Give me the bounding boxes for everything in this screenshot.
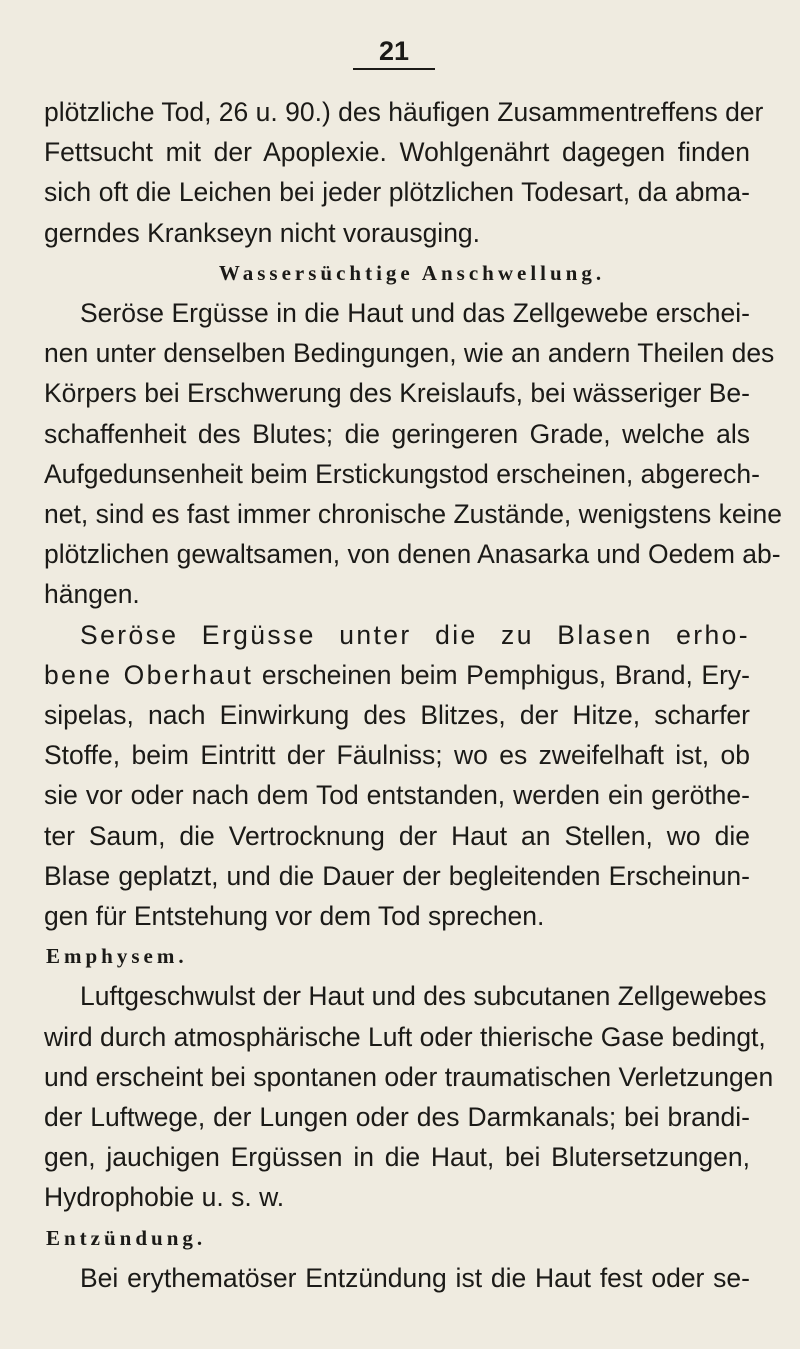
- page-body: [44, 92, 782, 1298]
- text-line: Aufgedunsenheit beim Erstickungstod erscheinen, abgerech-: [44, 458, 760, 489]
- page-number: [84, 36, 704, 70]
- text-line: Körpers bei Erschwerung des Kreislaufs, bei wässeriger Be-: [44, 378, 750, 409]
- text-line: net, sind es fast immer chronische Zustände, wenigstens keine: [44, 499, 782, 530]
- text-line: Blase geplatzt, und die Dauer der begleitenden Erscheinun-: [44, 860, 750, 891]
- text-line: Stoffe, beim Eintritt der Fäulniss; wo es zweifelhaft ist, ob: [44, 740, 750, 771]
- text-line: sie vor oder nach dem Tod entstanden, werden ein geröthe-: [44, 780, 750, 811]
- text-line: [44, 655, 750, 695]
- subheading-continuation: bene Oberhaut: [44, 659, 254, 690]
- text-line: sich oft die Leichen bei jeder plötzlichen Todesart, da abma-: [44, 177, 750, 208]
- text-line: Bei erythematöser Entzündung ist die Haut fest oder se-: [80, 1262, 750, 1293]
- text-line: gen für Entstehung vor dem Tod sprechen.: [44, 901, 545, 932]
- text-line: plötzliche Tod, 26 u. 90.) des häufigen Zusammentreffens der: [44, 97, 764, 127]
- text-line: sipelas, nach Einwirkung des Blitzes, der Hitze, scharfer: [44, 700, 750, 731]
- text-fragment: erscheinen beim Pemphigus, Brand, Ery-: [253, 659, 750, 690]
- text-line: der Luftwege, der Lungen oder des Darmkanals; bei brandi-: [44, 1102, 750, 1133]
- text-line: nen unter denselben Bedingungen, wie an andern Theilen des: [44, 338, 775, 369]
- text-line: plötzlichen gewaltsamen, von denen Anasarka und Oedem ab-: [44, 539, 781, 570]
- text-line: schaffenheit des Blutes; die geringeren Grade, welche als: [44, 418, 750, 449]
- text-line: gen, jauchigen Ergüssen in die Haut, bei Blutersetzungen,: [44, 1142, 750, 1173]
- text-line: Hydrophobie u. s. w.: [44, 1182, 285, 1213]
- subheading-line: Seröse Ergüsse unter die zu Blasen erho-: [80, 619, 750, 650]
- text-line: Fettsucht mit der Apoplexie. Wohlgenährt dagegen finden: [44, 137, 750, 168]
- text-line: Luftgeschwulst der Haut und des subcutanen Zellgewebes: [80, 981, 767, 1012]
- text-line: ter Saum, die Vertrocknung der Haut an Stellen, wo die: [44, 820, 750, 851]
- text-line: wird durch atmosphärische Luft oder thierische Gase bedingt,: [44, 1021, 766, 1052]
- text-line: hängen.: [44, 579, 140, 610]
- text-line: Seröse Ergüsse in die Haut und das Zellgewebe erschei-: [80, 298, 750, 329]
- section-heading-emphysem: Emphysem.: [46, 944, 188, 969]
- text-line: und erscheint bei spontanen oder traumatischen Verletzungen: [44, 1061, 774, 1092]
- section-heading-wassersuechtige-anschwellung: Wassersüchtige Anschwellung.: [218, 260, 606, 285]
- section-heading-entzuendung: Entzündung.: [46, 1225, 207, 1250]
- text-line: gerndes Krankseyn nicht vorausging.: [44, 217, 481, 248]
- page-number-text: 21: [353, 36, 435, 70]
